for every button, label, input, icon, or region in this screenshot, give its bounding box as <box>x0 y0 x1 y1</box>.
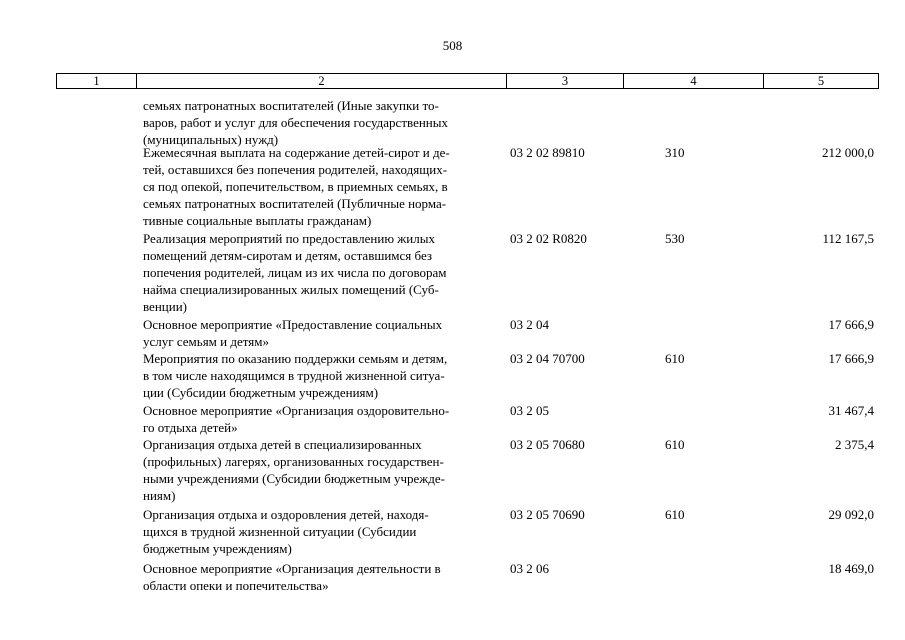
row-code: 03 2 05 70680 <box>510 437 585 452</box>
row-name: Основное мероприятие «Организация деятельности в области опеки и попечительства» <box>143 561 441 593</box>
row-vr: 530 <box>665 231 685 246</box>
row-sum: 17 666,9 <box>828 351 874 366</box>
row-name: Мероприятия по оказанию поддержки семьям и детям, в том числе находящимся в трудной жизненной ситуа- ции (Субсидии бюджетным учреждениям) <box>143 351 448 400</box>
row-vr: 610 <box>665 437 685 452</box>
row-sum: 2 375,4 <box>835 437 874 452</box>
row-vr: 310 <box>665 145 685 160</box>
row-code: 03 2 02 89810 <box>510 145 585 160</box>
header-col-4: 4 <box>624 74 764 88</box>
row-vr: 610 <box>665 351 685 366</box>
row-code: 03 2 04 70700 <box>510 351 585 366</box>
row-sum: 112 167,5 <box>822 231 874 246</box>
table-header <box>56 73 879 89</box>
page-number: 508 <box>442 38 463 53</box>
row-sum: 31 467,4 <box>828 403 874 418</box>
row-name: Основное мероприятие «Организация оздоровительно- го отдыха детей» <box>143 403 450 435</box>
row-code: 03 2 02 R0820 <box>510 231 587 246</box>
header-col-1: 1 <box>57 74 137 88</box>
header-col-2: 2 <box>137 74 507 88</box>
row-vr: 610 <box>665 507 685 522</box>
row-sum: 18 469,0 <box>828 561 874 576</box>
row-code: 03 2 06 <box>510 561 549 576</box>
row-name: Реализация мероприятий по предоставлению жилых помещений детям-сиротам и детям, оставшимся без попечения родителей, лицам из их числа по договорам найма специализированных жилых помещений (Суб- венции) <box>143 231 447 314</box>
header-col-5: 5 <box>817 74 825 88</box>
row-name: Организация отдыха детей в специализированных (профильных) лагерях, организованных государствен- ными учреждениями (Субсидии бюджетным учрежде- ниям) <box>143 437 445 503</box>
row-code: 03 2 05 <box>510 403 549 418</box>
row-sum: 29 092,0 <box>828 507 874 522</box>
row-code: 03 2 05 70690 <box>510 507 585 522</box>
row-name: Ежемесячная выплата на содержание детей-сирот и де- тей, оставшихся без попечения родителей, находящих- ся под опекой, попечительством, в приемных семьях, в семьях патронатных воспитателей (Публичные норма- тивные социальные выплаты гражданам) <box>143 145 450 228</box>
row-code: 03 2 04 <box>510 317 549 332</box>
row-name: семьях патронатных воспитателей (Иные закупки то- варов, работ и услуг для обеспечения государственных (муниципальных) нужд) <box>143 98 448 147</box>
row-sum: 212 000,0 <box>822 145 874 160</box>
row-name: Организация отдыха и оздоровления детей, находя- щихся в трудной жизненной ситуации (Субсидии бюджетным учреждениям) <box>143 507 429 556</box>
row-sum: 17 666,9 <box>828 317 874 332</box>
row-name: Основное мероприятие «Предоставление социальных услуг семьям и детям» <box>143 317 443 349</box>
header-col-3: 3 <box>507 74 624 88</box>
